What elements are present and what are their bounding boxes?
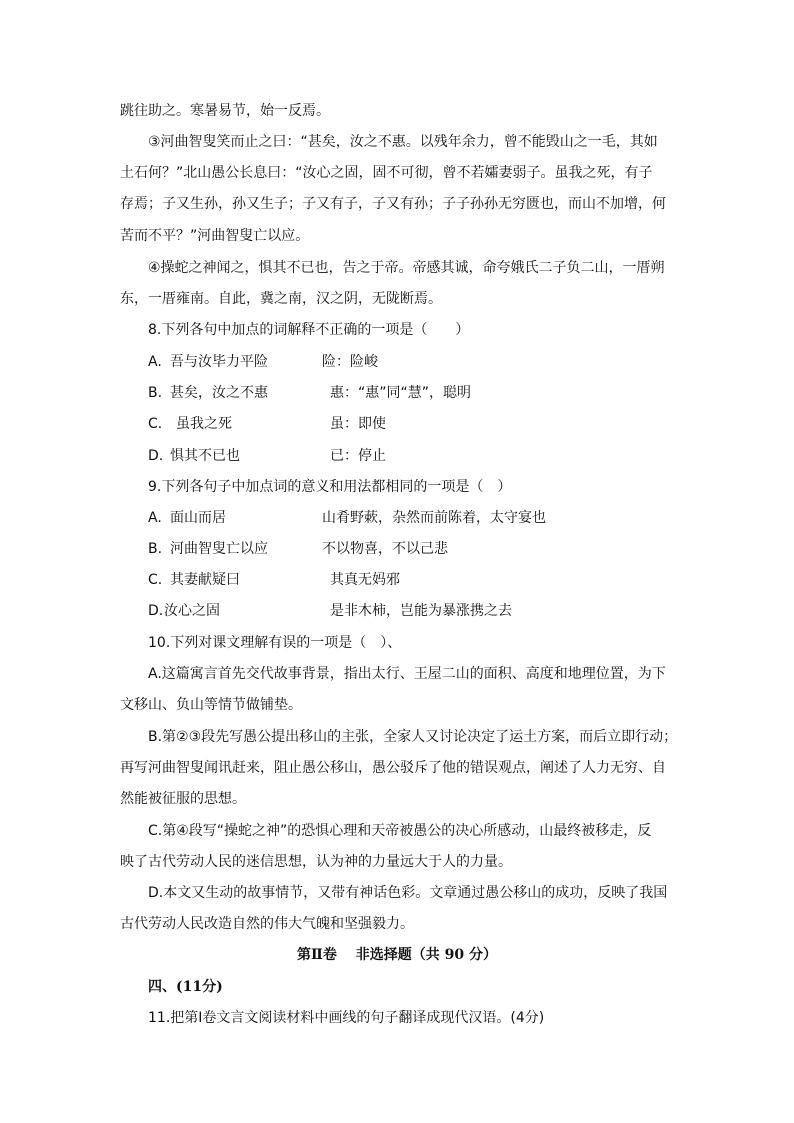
passage-paragraph-4-line: ④操蛇之神闻之，惧其不已也，告之于帝。帝感其诚，命夸娥氏二子负二山，一厝朔 bbox=[148, 260, 665, 276]
question-8-option-b-label: B. bbox=[148, 385, 163, 401]
passage-line: 跳往助之。寒暑易节，始一反焉。 bbox=[120, 103, 330, 119]
question-9-stem: 9.下列各句子中加点词的意义和用法都相同的一项是（ ） bbox=[148, 479, 512, 495]
question-8-option-b-text: 甚矣，汝之不惠 bbox=[170, 385, 268, 401]
passage-paragraph-4-line: 东，一厝雍南。自此，冀之南，汉之阴，无陇断焉。 bbox=[120, 291, 442, 307]
question-8-option-a-label: A. bbox=[148, 354, 162, 370]
question-8-option-a-text: 吾与汝毕力平险 bbox=[170, 354, 268, 370]
question-9-option-b-compare: 不以物喜，不以己悲 bbox=[322, 541, 448, 557]
question-9-option-a-text: 面山而居 bbox=[170, 510, 226, 526]
question-8-option-c-gloss: 虽：即使 bbox=[330, 416, 386, 432]
question-10-option-b-line: 再写河曲智叟闻讯赶来，阻止愚公移山，愚公驳斥了他的错误观点，阐述了人力无穷、自 bbox=[120, 760, 666, 776]
question-9-option-c-compare: 其真无妈邪 bbox=[330, 572, 400, 588]
section-2-title: 第Ⅱ卷 非选择题（共 90 分） bbox=[297, 947, 497, 963]
question-10-stem: 10.下列对课文理解有误的一项是（ ）、 bbox=[148, 635, 402, 651]
question-8-stem: 8.下列各句中加点的词解释不正确的一项是（ ） bbox=[148, 322, 470, 338]
question-8-option-d-gloss: 已：停止 bbox=[330, 448, 386, 464]
part-4-heading: 四、(11分) bbox=[148, 979, 223, 995]
question-10-option-b-line: 然能被征服的思想。 bbox=[120, 791, 246, 807]
question-8-option-b-gloss: 惠：“惠”同“慧”，聪明 bbox=[330, 385, 472, 401]
passage-paragraph-3-line: 土石何？”北山愚公长息曰：“汝心之固，固不可彻，曾不若孀妻弱子。虽我之死，有子 bbox=[120, 165, 653, 181]
question-9-option-a-compare: 山肴野蔌，杂然而前陈着，太守宴也 bbox=[322, 510, 546, 526]
question-8-option-a-gloss: 险：险峻 bbox=[322, 354, 378, 370]
question-11-stem: 11.把第Ⅰ卷文言文阅读材料中画线的句子翻译成现代汉语。(4分) bbox=[148, 1010, 545, 1026]
passage-paragraph-3-line: ③河曲智叟笑而止之曰：“甚矣，汝之不惠。以残年余力，曾不能毁山之一毛，其如 bbox=[148, 134, 658, 150]
question-8-option-c-text: 虽我之死 bbox=[176, 416, 232, 432]
question-8-option-c-label: C． bbox=[148, 416, 172, 432]
passage-paragraph-3-line: 苦而不平？”河曲智叟亡以应。 bbox=[120, 228, 310, 244]
question-10-option-d-line: 古代劳动人民改造自然的伟大气魄和坚强毅力。 bbox=[120, 916, 414, 932]
question-10-option-b-line: B.第②③段先写愚公提出移山的主张，全家人又讨论决定了运土方案，而后立即行动； bbox=[148, 729, 678, 745]
question-10-option-c-line: 映了古代劳动人民的迷信思想，认为神的力量远大于人的力量。 bbox=[120, 854, 512, 870]
question-9-option-b-label: B. bbox=[148, 541, 163, 557]
question-8-option-d-text: 惧其不已也 bbox=[170, 448, 240, 464]
question-9-option-c-text: 其妻献疑曰 bbox=[170, 572, 240, 588]
question-9-option-b-text: 河曲智叟亡以应 bbox=[170, 541, 268, 557]
question-10-option-a-line: A.这篇寓言首先交代故事背景，指出太行、王屋二山的面积、高度和地理位置，为下 bbox=[148, 666, 666, 682]
question-8-option-d-label: D. bbox=[148, 448, 164, 464]
question-9-option-d-text: 汝心之固 bbox=[164, 603, 220, 619]
question-9-option-a-label: A. bbox=[148, 510, 162, 526]
question-10-option-d-line: D.本文又生动的故事情节，又带有神话色彩。文章通过愚公移山的成功，反映了我国 bbox=[148, 885, 668, 901]
passage-paragraph-3-line: 存焉；子又生孙，孙又生子；子又有子，子又有孙；子子孙孙无穷匮也，而山不加增，何 bbox=[120, 196, 666, 212]
question-10-option-c-line: C.第④段写“操蛇之神”的恐惧心理和天帝被愚公的决心所感动，山最终被移走，反 bbox=[148, 823, 652, 839]
question-9-option-d-compare: 是非木柿，岂能为暴涨携之去 bbox=[330, 603, 512, 619]
question-10-option-a-line: 文移山、负山等情节做铺垫。 bbox=[120, 697, 302, 713]
question-9-option-d-label: D. bbox=[148, 603, 164, 619]
question-9-option-c-label: C. bbox=[148, 572, 163, 588]
